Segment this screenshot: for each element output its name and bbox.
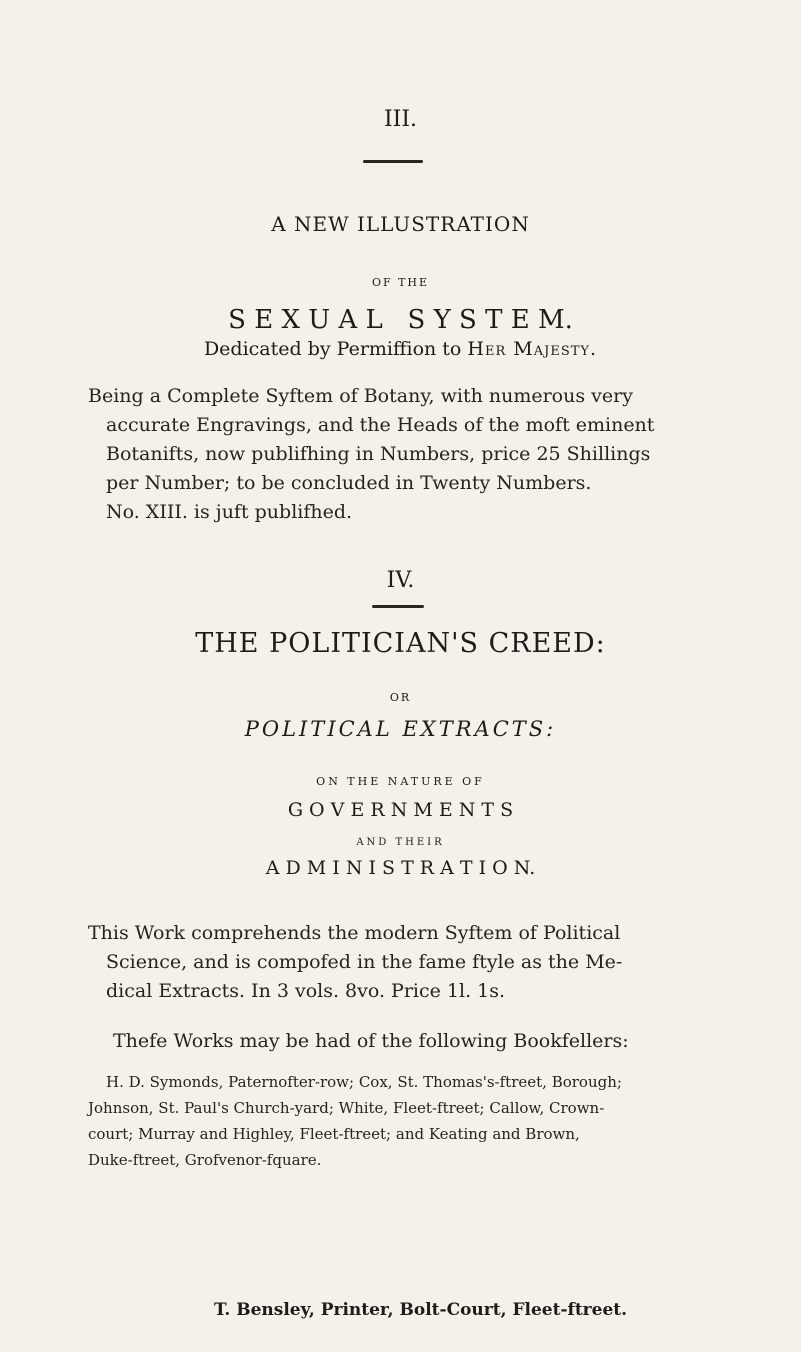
- booksellers-heading: Thefe Works may be had of the following Bookfellers:: [113, 1030, 629, 1052]
- bookseller-line: H. D. Symonds, Paternofter-row; Cox, St. Thomas's-ftreet, Borough;: [106, 1073, 622, 1091]
- section-iii-subject: S E X U A L S Y S T E M.: [228, 305, 573, 335]
- description-line: Being a Complete Syftem of Botany, with numerous very: [88, 385, 633, 407]
- section-iii-title: A NEW ILLUSTRATION: [271, 212, 530, 236]
- description-line: accurate Engravings, and the Heads of the moft eminent: [106, 414, 655, 436]
- section-iv-and-their: AND THEIR: [356, 837, 445, 848]
- printer-imprint: T. Bensley, Printer, Bolt-Court, Fleet-ftreet.: [213, 1300, 628, 1320]
- bookseller-line: Johnson, St. Paul's Church-yard; White, Fleet-ftreet; Callow, Crown-: [88, 1099, 605, 1117]
- section-iii-rule: [363, 160, 423, 163]
- section-iv-title: THE POLITICIAN'S CREED:: [195, 628, 606, 659]
- dedication-prefix: Dedicated by Permiffion to: [203, 338, 468, 360]
- description-line: This Work comprehends the modern Syftem of Political: [88, 922, 621, 944]
- section-iv-numeral: IV.: [386, 568, 415, 593]
- section-iv-administration: A D M I N I S T R A T I O N.: [265, 857, 536, 879]
- description-line: Botanifts, now publifhing in Numbers, price 25 Shillings: [106, 443, 651, 465]
- bookseller-line: Duke-ftreet, Grofvenor-fquare.: [88, 1151, 322, 1169]
- booksellers-list: [88, 1069, 622, 1173]
- description-line: per Number; to be concluded in Twenty Numbers.: [106, 472, 592, 494]
- section-iv-description: [88, 919, 622, 1006]
- section-iv-or: OR: [389, 691, 412, 704]
- section-iv-subtitle: POLITICAL EXTRACTS:: [244, 717, 557, 741]
- section-iii-dedication: [0, 338, 801, 360]
- section-iii-description: [88, 382, 654, 527]
- section-iii-of-the: OF THE: [371, 276, 430, 289]
- description-line: Science, and is compofed in the fame ftyle as the Me-: [106, 951, 623, 973]
- dedication-name: Her Majesty.: [467, 338, 598, 360]
- description-line: dical Extracts. In 3 vols. 8vo. Price 1l. 1s.: [106, 980, 506, 1002]
- description-line: No. XIII. is juft publifhed.: [106, 501, 353, 523]
- section-iv-governments: G O V E R N M E N T S: [287, 799, 514, 821]
- section-iii-numeral: III.: [383, 107, 418, 132]
- section-iv-on-the-nature-of: ON THE NATURE OF: [316, 775, 485, 788]
- bookseller-line: court; Murray and Highley, Fleet-ftreet; and Keating and Brown,: [88, 1125, 580, 1143]
- section-iv-rule: [372, 605, 424, 608]
